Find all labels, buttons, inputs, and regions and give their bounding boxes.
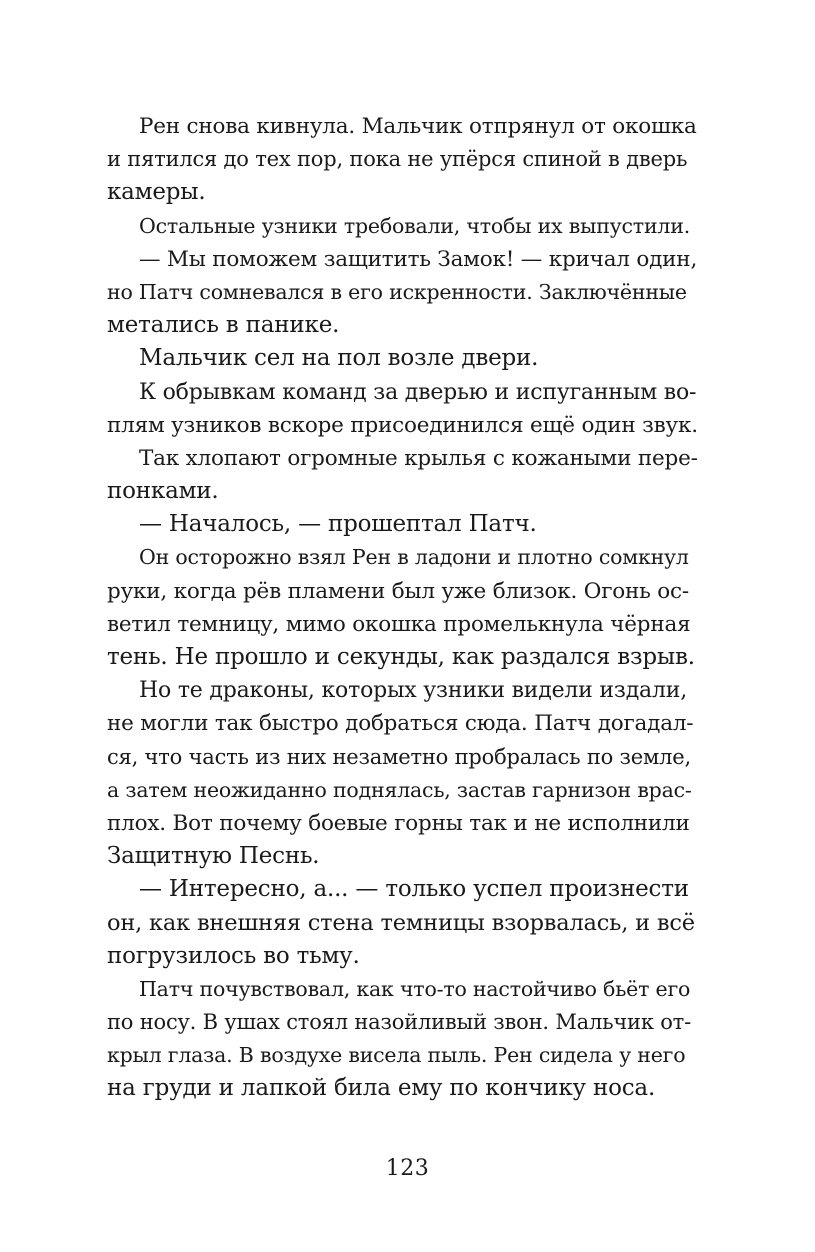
text-line: ветил темницу, мимо окошка промелькнула чёрная bbox=[107, 611, 691, 637]
text-line: Мальчик сел на пол возле двери. bbox=[139, 345, 539, 372]
page-number: 123 bbox=[385, 1156, 430, 1181]
text-line: плям узников вскоре присоединился ещё один звук. bbox=[107, 412, 698, 438]
text-line: плох. Вот почему боевые горны так и не исполнили bbox=[107, 810, 690, 836]
text-line: ся, что часть из них незаметно пробралась по земле, bbox=[107, 744, 691, 769]
text-line: понками. bbox=[107, 478, 219, 505]
text-line: по носу. В ушах стоял назойливый звон. Мальчик от- bbox=[107, 1010, 691, 1035]
text-line: и пятился до тех пор, пока не упёрся спиной в дверь bbox=[107, 147, 688, 172]
text-line: он, как внешняя стена темницы взорвалась, и всё bbox=[107, 909, 695, 936]
text-line: — Интересно, а... — только успел произнести bbox=[139, 876, 689, 903]
text-line: на груди и лапкой била ему по кончику носа. bbox=[107, 1075, 656, 1102]
text-line: а затем неожиданно поднялась, застав гарнизон врас- bbox=[107, 777, 692, 802]
text-line: погрузилось во тьму. bbox=[107, 942, 360, 969]
text-line: тень. Не прошло и секунды, как раздался взрыв. bbox=[107, 644, 695, 670]
text-line: — Мы поможем защитить Замок! — кричал один, bbox=[139, 246, 698, 272]
text-line: Остальные узники требовали, чтобы их выпустили. bbox=[139, 213, 691, 238]
text-line: камеры. bbox=[107, 179, 206, 206]
text-line: но Патч сомневался в его искренности. Заключённые bbox=[107, 279, 687, 304]
text-line: Он осторожно взял Рен в ладони и плотно сомкнул bbox=[139, 545, 689, 570]
text-line: Рен снова кивнула. Мальчик отпрянул от окошка bbox=[139, 114, 697, 139]
text-line: К обрывкам команд за дверью и испуганным во- bbox=[139, 379, 697, 405]
text-line: крыл глаза. В воздухе висела пыль. Рен сидела у него bbox=[107, 1043, 686, 1068]
text-line: — Началось, — прошептал Патч. bbox=[139, 511, 537, 538]
text-line: руки, когда рёв пламени был уже близок. Огонь ос- bbox=[107, 578, 689, 604]
text-line: метались в панике. bbox=[107, 312, 340, 339]
text-line: Так хлопают огромные крылья с кожаными пере- bbox=[139, 445, 698, 471]
text-line: Защитную Песнь. bbox=[107, 843, 320, 870]
text-line: Патч почувствовал, как что-то настойчиво бьёт его bbox=[139, 976, 691, 1001]
text-line: Но те драконы, которых узники видели издали, bbox=[139, 678, 687, 704]
text-line: не могли так быстро добраться сюда. Патч догадал- bbox=[107, 711, 694, 737]
page-body-text bbox=[107, 110, 699, 1106]
